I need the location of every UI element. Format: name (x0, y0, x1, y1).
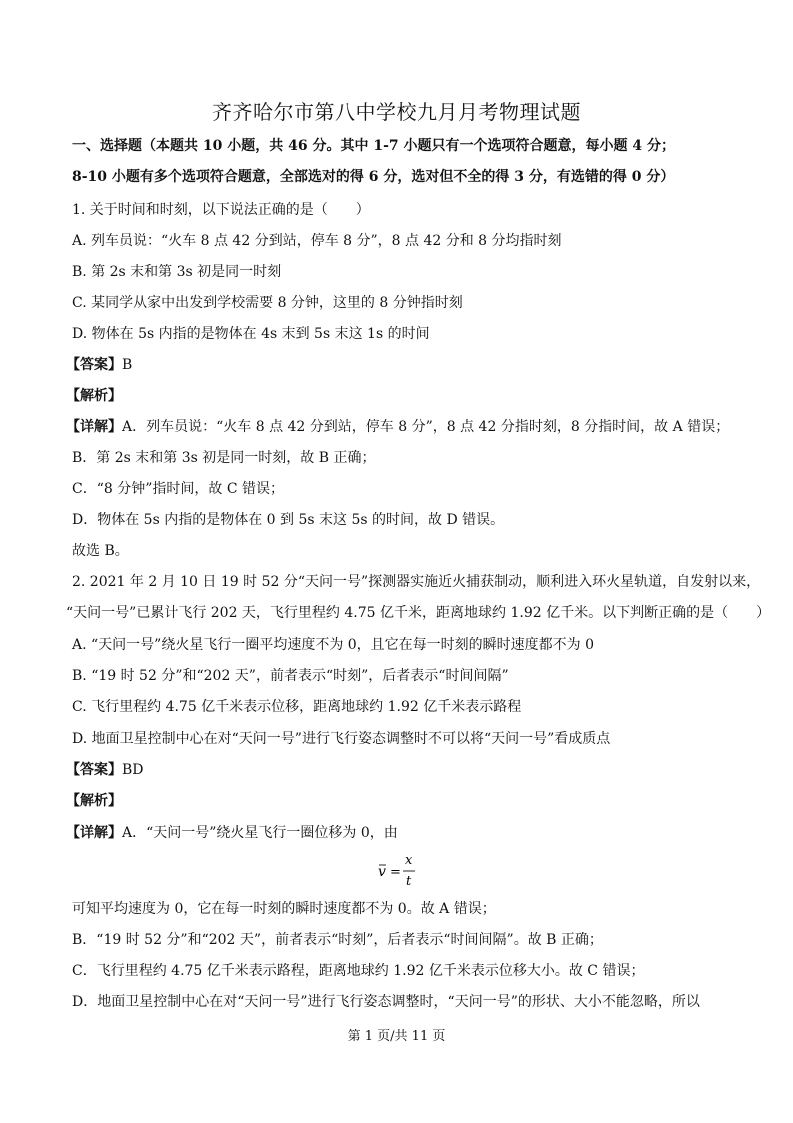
q1-option-b: B. 第 2s 末和第 3s 初是同一时刻 (72, 264, 282, 280)
q1-analysis-label: 【解析】 (66, 388, 122, 404)
q1-stem: 1. 关于时间和时刻，以下说法正确的是（ ） (72, 202, 370, 218)
q2-detail-d: D．地面卫星控制中心在对“天问一号”进行飞行姿态调整时，“天问一号”的形状、大小不能忽略，所以 (72, 994, 700, 1010)
q1-conclusion: 故选 B。 (72, 543, 129, 559)
average-velocity-formula (373, 850, 433, 890)
formula-lhs: v (378, 864, 386, 880)
q2-detail-b: B．“19 时 52 分”和“202 天”，前者表示“时刻”，后者表示“时间间隔”。故 B 正确； (72, 932, 603, 948)
q2-option-d: D. 地面卫星控制中心在对“天问一号”进行飞行姿态调整时不可以将“天问一号”看成质点 (72, 731, 611, 747)
q2-option-c: C. 飞行里程约 4.75 亿千米表示位移，距离地球约 1.92 亿千米表示路程 (72, 699, 522, 715)
q1-option-a: A. 列车员说：“火车 8 点 42 分到站，停车 8 分”，8 点 42 分和 8 分均指时刻 (72, 233, 562, 249)
page-title: 齐齐哈尔市第八中学校九月月考物理试题 (212, 100, 581, 124)
q1-answer (66, 355, 726, 375)
q1-answer-value: B (122, 357, 133, 373)
q2-option-a: A. “天问一号”绕火星飞行一圈平均速度不为 0，且它在每一时刻的瞬时速度都不为 0 (72, 637, 595, 653)
q2-detail-c: C．飞行里程约 4.75 亿千米表示路程，距离地球约 1.92 亿千米表示位移大小。故 C 错误； (72, 963, 645, 979)
section-intro-line-1: 一、选择题（本题共 10 小题，共 46 分。其中 1-7 小题只有一个选项符合题意，每小题 4 分； (72, 138, 675, 154)
q1-detail-d: D．物体在 5s 内指的是物体在 0 到 5s 末这 5s 的时间，故 D 错误。 (72, 512, 505, 528)
q1-detail-label: 【详解】 (66, 419, 122, 435)
q2-detail-a (66, 823, 726, 843)
formula-denominator: t (406, 874, 412, 889)
q2-stem-line-2: “天问一号”已累计飞行 202 天，飞行里程约 4.75 亿千米，距离地球约 1.92 亿千米。以下判断正确的是（ ） (66, 605, 771, 621)
q1-detail-a-text: A．列车员说：“火车 8 点 42 分到站，停车 8 分”，8 点 42 分指时刻，8 分指时间，故 A 错误； (122, 419, 730, 435)
q1-option-c: C. 某同学从家中出发到学校需要 8 分钟，这里的 8 分钟指时刻 (72, 295, 463, 311)
q2-answer (66, 760, 726, 780)
q2-analysis-label: 【解析】 (66, 793, 122, 809)
q2-answer-label: 【答案】 (66, 762, 122, 778)
q2-detail-label: 【详解】 (66, 825, 122, 841)
q2-stem-line-1: 2. 2021 年 2 月 10 日 19 时 52 分“天问一号”探测器实施近火捕获制动，顺利进入环火星轨道，自发射以来， (72, 574, 761, 590)
q2-option-b: B. “19 时 52 分”和“202 天”，前者表示“时刻”，后者表示“时间间隔” (72, 668, 509, 684)
q2-detail-a-text: A．“天问一号”绕火星飞行一圈位移为 0，由 (122, 825, 398, 841)
q1-detail-b: B．第 2s 末和第 3s 初是同一时刻，故 B 正确； (72, 450, 376, 466)
q1-option-d: D. 物体在 5s 内指的是物体在 4s 末到 5s 末这 1s 的时间 (72, 326, 430, 342)
q2-detail-a-continued: 可知平均速度为 0，它在每一时刻的瞬时速度都不为 0。故 A 错误； (72, 901, 496, 917)
formula-numerator: x (405, 853, 413, 868)
q1-detail-c: C．“8 分钟”指时间，故 C 错误； (72, 481, 284, 497)
q1-detail-a (66, 417, 730, 437)
formula-equals: = (390, 865, 401, 880)
q1-answer-label: 【答案】 (66, 357, 122, 373)
section-intro-line-2: 8-10 小题有多个选项符合题意，全部选对的得 6 分，选对但不全的得 3 分，有选错的得 0 分） (72, 169, 675, 185)
q2-answer-value: BD (122, 762, 144, 778)
page-footer: 第 1 页/共 11 页 (347, 1029, 446, 1044)
